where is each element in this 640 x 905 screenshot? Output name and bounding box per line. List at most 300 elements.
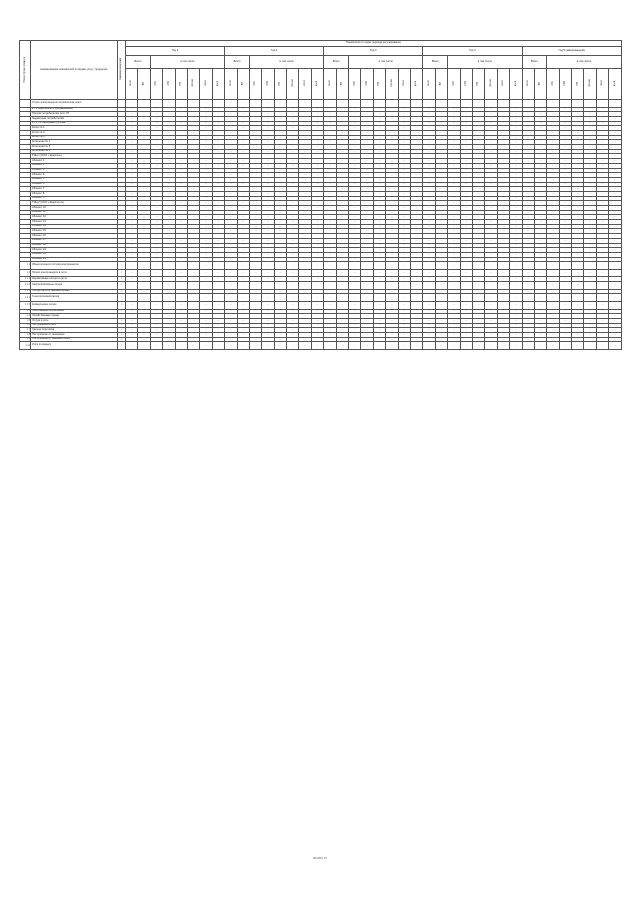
data-cell[interactable]: — (187, 173, 199, 178)
data-cell[interactable]: — (373, 229, 385, 234)
data-cell[interactable]: — (249, 289, 261, 294)
data-cell[interactable]: — (212, 289, 224, 294)
data-cell[interactable]: — (423, 206, 435, 211)
data-cell[interactable]: — (287, 314, 299, 319)
data-cell[interactable]: — (448, 140, 460, 145)
data-cell[interactable]: — (262, 112, 274, 117)
data-cell[interactable]: — (522, 224, 534, 229)
data-cell[interactable]: — (274, 168, 286, 173)
data-cell[interactable]: — (262, 126, 274, 131)
data-cell[interactable]: — (609, 277, 622, 282)
data-cell[interactable]: — (609, 196, 622, 201)
data-cell[interactable]: — (126, 206, 138, 211)
data-cell[interactable]: — (472, 145, 484, 150)
data-cell[interactable]: — (126, 112, 138, 117)
data-cell[interactable]: — (262, 145, 274, 150)
data-cell[interactable]: — (572, 135, 584, 140)
data-cell[interactable]: — (423, 140, 435, 145)
data-cell[interactable]: — (435, 100, 447, 108)
data-cell[interactable]: — (311, 238, 323, 243)
data-cell[interactable]: — (249, 187, 261, 192)
data-cell[interactable]: — (187, 229, 199, 234)
data-cell[interactable]: — (225, 269, 237, 277)
data-cell[interactable]: — (510, 342, 522, 350)
data-cell[interactable]: — (373, 328, 385, 333)
data-cell[interactable]: — (547, 328, 559, 333)
data-cell[interactable]: — (262, 201, 274, 206)
data-cell[interactable]: — (596, 149, 608, 154)
data-cell[interactable]: — (299, 262, 311, 270)
data-cell[interactable]: — (200, 309, 212, 314)
data-cell[interactable]: — (596, 294, 608, 302)
data-cell[interactable]: — (423, 243, 435, 248)
data-cell[interactable]: — (596, 252, 608, 257)
data-cell[interactable]: — (138, 140, 150, 145)
data-cell[interactable]: — (423, 100, 435, 108)
data-cell[interactable]: — (336, 100, 348, 108)
data-cell[interactable]: — (187, 135, 199, 140)
data-cell[interactable]: — (336, 201, 348, 206)
data-cell[interactable]: — (522, 163, 534, 168)
data-cell[interactable]: — (472, 121, 484, 126)
data-cell[interactable]: — (534, 262, 546, 270)
data-cell[interactable]: — (485, 234, 497, 239)
data-cell[interactable]: — (336, 196, 348, 201)
data-cell[interactable]: — (336, 206, 348, 211)
data-cell[interactable]: — (448, 126, 460, 131)
data-cell[interactable]: — (410, 262, 422, 270)
data-cell[interactable]: — (410, 100, 422, 108)
data-cell[interactable]: — (336, 154, 348, 159)
data-cell[interactable]: — (410, 163, 422, 168)
data-cell[interactable]: — (311, 149, 323, 154)
data-cell[interactable]: — (572, 309, 584, 314)
data-cell[interactable]: — (336, 323, 348, 328)
data-cell[interactable]: — (485, 112, 497, 117)
data-cell[interactable]: — (361, 220, 373, 225)
data-cell[interactable]: — (361, 121, 373, 126)
data-cell[interactable]: — (175, 262, 187, 270)
data-cell[interactable]: — (225, 177, 237, 182)
data-cell[interactable]: — (559, 262, 571, 270)
data-cell[interactable]: — (349, 168, 361, 173)
data-cell[interactable]: — (448, 100, 460, 108)
data-cell[interactable]: — (547, 145, 559, 150)
data-cell[interactable]: — (249, 191, 261, 196)
data-cell[interactable]: — (386, 116, 398, 121)
data-cell[interactable]: — (249, 173, 261, 178)
data-cell[interactable]: — (200, 191, 212, 196)
data-cell[interactable]: — (126, 248, 138, 253)
data-cell[interactable]: — (510, 126, 522, 131)
data-cell[interactable]: — (336, 342, 348, 350)
data-cell[interactable]: — (225, 131, 237, 136)
data-cell[interactable]: — (175, 269, 187, 277)
data-cell[interactable]: — (274, 140, 286, 145)
data-cell[interactable]: — (510, 107, 522, 112)
data-cell[interactable]: — (287, 187, 299, 192)
data-cell[interactable]: — (287, 107, 299, 112)
data-cell[interactable]: — (187, 269, 199, 277)
data-cell[interactable]: — (584, 100, 596, 108)
data-cell[interactable]: — (485, 173, 497, 178)
data-cell[interactable]: — (522, 282, 534, 290)
data-cell[interactable]: — (534, 224, 546, 229)
data-cell[interactable]: — (596, 131, 608, 136)
data-cell[interactable]: — (373, 182, 385, 187)
data-cell[interactable]: — (398, 294, 410, 302)
data-cell[interactable]: — (237, 294, 249, 302)
data-cell[interactable]: — (175, 168, 187, 173)
data-cell[interactable]: — (472, 302, 484, 310)
data-cell[interactable]: — (472, 112, 484, 117)
data-cell[interactable]: — (497, 135, 509, 140)
data-cell[interactable]: — (609, 168, 622, 173)
data-cell[interactable]: — (126, 191, 138, 196)
data-cell[interactable]: — (200, 248, 212, 253)
data-cell[interactable]: — (324, 163, 336, 168)
data-cell[interactable]: — (126, 177, 138, 182)
data-cell[interactable]: — (237, 159, 249, 164)
data-cell[interactable]: — (249, 112, 261, 117)
data-cell[interactable]: — (349, 229, 361, 234)
data-cell[interactable]: — (349, 248, 361, 253)
data-cell[interactable]: — (249, 121, 261, 126)
data-cell[interactable]: — (485, 206, 497, 211)
data-cell[interactable]: — (559, 107, 571, 112)
data-cell[interactable]: — (472, 196, 484, 201)
data-cell[interactable]: — (460, 112, 472, 117)
data-cell[interactable]: — (423, 107, 435, 112)
data-cell[interactable]: — (237, 168, 249, 173)
data-cell[interactable]: — (200, 135, 212, 140)
data-cell[interactable]: — (386, 187, 398, 192)
data-cell[interactable]: — (472, 163, 484, 168)
data-cell[interactable]: — (150, 319, 162, 324)
data-cell[interactable]: — (398, 149, 410, 154)
data-cell[interactable]: — (460, 145, 472, 150)
data-cell[interactable]: — (138, 342, 150, 350)
data-cell[interactable]: — (361, 294, 373, 302)
data-cell[interactable]: — (274, 238, 286, 243)
data-cell[interactable]: — (163, 309, 175, 314)
data-cell[interactable]: — (373, 333, 385, 338)
data-cell[interactable]: — (373, 121, 385, 126)
data-cell[interactable]: — (225, 154, 237, 159)
data-cell[interactable]: — (163, 229, 175, 234)
data-cell[interactable]: — (584, 196, 596, 201)
data-cell[interactable]: — (361, 238, 373, 243)
data-cell[interactable]: — (274, 319, 286, 324)
data-cell[interactable]: — (163, 294, 175, 302)
data-cell[interactable]: — (584, 215, 596, 220)
data-cell[interactable]: — (534, 277, 546, 282)
data-cell[interactable]: — (361, 323, 373, 328)
data-cell[interactable]: — (398, 224, 410, 229)
data-cell[interactable]: — (187, 220, 199, 225)
data-cell[interactable]: — (386, 149, 398, 154)
data-cell[interactable]: — (584, 342, 596, 350)
data-cell[interactable]: — (200, 100, 212, 108)
data-cell[interactable]: — (497, 333, 509, 338)
data-cell[interactable]: — (534, 201, 546, 206)
data-cell[interactable]: — (386, 112, 398, 117)
data-cell[interactable]: — (534, 135, 546, 140)
data-cell[interactable]: — (398, 248, 410, 253)
data-cell[interactable]: — (126, 323, 138, 328)
data-cell[interactable]: — (212, 269, 224, 277)
data-cell[interactable]: — (534, 269, 546, 277)
data-cell[interactable]: — (175, 135, 187, 140)
data-cell[interactable]: — (187, 238, 199, 243)
data-cell[interactable]: — (361, 135, 373, 140)
data-cell[interactable]: — (423, 196, 435, 201)
data-cell[interactable]: — (212, 302, 224, 310)
data-cell[interactable]: — (460, 131, 472, 136)
data-cell[interactable]: — (534, 309, 546, 314)
data-cell[interactable]: — (435, 182, 447, 187)
data-cell[interactable]: — (485, 149, 497, 154)
data-cell[interactable]: — (584, 234, 596, 239)
data-cell[interactable]: — (472, 107, 484, 112)
data-cell[interactable]: — (510, 168, 522, 173)
data-cell[interactable]: — (386, 323, 398, 328)
data-cell[interactable]: — (200, 187, 212, 192)
data-cell[interactable]: — (510, 215, 522, 220)
data-cell[interactable]: — (262, 333, 274, 338)
data-cell[interactable]: — (336, 337, 348, 342)
data-cell[interactable]: — (200, 302, 212, 310)
data-cell[interactable]: — (510, 112, 522, 117)
data-cell[interactable]: — (559, 314, 571, 319)
data-cell[interactable]: — (547, 112, 559, 117)
data-cell[interactable]: — (510, 277, 522, 282)
data-cell[interactable]: — (324, 173, 336, 178)
data-cell[interactable]: — (336, 269, 348, 277)
data-cell[interactable]: — (287, 116, 299, 121)
data-cell[interactable]: — (559, 220, 571, 225)
data-cell[interactable]: — (584, 302, 596, 310)
data-cell[interactable]: — (423, 289, 435, 294)
data-cell[interactable]: — (398, 191, 410, 196)
data-cell[interactable]: — (448, 248, 460, 253)
data-cell[interactable]: — (200, 140, 212, 145)
data-cell[interactable]: — (324, 135, 336, 140)
data-cell[interactable]: — (361, 100, 373, 108)
data-cell[interactable]: — (138, 215, 150, 220)
data-cell[interactable]: — (175, 294, 187, 302)
data-cell[interactable]: — (361, 252, 373, 257)
data-cell[interactable]: — (398, 112, 410, 117)
data-cell[interactable]: — (547, 191, 559, 196)
data-cell[interactable]: — (237, 282, 249, 290)
data-cell[interactable]: — (150, 168, 162, 173)
data-cell[interactable]: — (175, 319, 187, 324)
data-cell[interactable]: — (559, 201, 571, 206)
data-cell[interactable]: — (299, 149, 311, 154)
data-cell[interactable]: — (187, 234, 199, 239)
data-cell[interactable]: — (361, 248, 373, 253)
data-cell[interactable]: — (485, 224, 497, 229)
data-cell[interactable]: — (287, 234, 299, 239)
data-cell[interactable]: — (435, 215, 447, 220)
data-cell[interactable]: — (435, 277, 447, 282)
data-cell[interactable]: — (150, 309, 162, 314)
data-cell[interactable]: — (510, 182, 522, 187)
data-cell[interactable]: — (398, 328, 410, 333)
data-cell[interactable]: — (472, 177, 484, 182)
data-cell[interactable]: — (126, 238, 138, 243)
data-cell[interactable]: — (311, 131, 323, 136)
data-cell[interactable]: — (423, 333, 435, 338)
data-cell[interactable]: — (287, 121, 299, 126)
data-cell[interactable]: — (472, 309, 484, 314)
data-cell[interactable]: — (460, 107, 472, 112)
data-cell[interactable]: — (373, 337, 385, 342)
data-cell[interactable]: — (373, 323, 385, 328)
data-cell[interactable]: — (559, 243, 571, 248)
data-cell[interactable]: — (299, 100, 311, 108)
data-cell[interactable]: — (485, 154, 497, 159)
data-cell[interactable]: — (187, 121, 199, 126)
data-cell[interactable]: — (349, 269, 361, 277)
data-cell[interactable]: — (150, 135, 162, 140)
data-cell[interactable]: — (534, 337, 546, 342)
data-cell[interactable]: — (299, 131, 311, 136)
data-cell[interactable]: — (547, 319, 559, 324)
data-cell[interactable]: — (237, 177, 249, 182)
data-cell[interactable]: — (386, 135, 398, 140)
data-cell[interactable]: — (249, 140, 261, 145)
data-cell[interactable]: — (237, 121, 249, 126)
data-cell[interactable]: — (237, 277, 249, 282)
data-cell[interactable]: — (249, 229, 261, 234)
data-cell[interactable]: — (472, 116, 484, 121)
data-cell[interactable]: — (460, 238, 472, 243)
data-cell[interactable]: — (150, 107, 162, 112)
data-cell[interactable]: — (163, 215, 175, 220)
data-cell[interactable]: — (175, 277, 187, 282)
data-cell[interactable]: — (249, 224, 261, 229)
data-cell[interactable]: — (534, 112, 546, 117)
data-cell[interactable]: — (485, 277, 497, 282)
data-cell[interactable]: — (522, 145, 534, 150)
data-cell[interactable]: — (175, 333, 187, 338)
data-cell[interactable]: — (361, 215, 373, 220)
data-cell[interactable]: — (410, 140, 422, 145)
data-cell[interactable]: — (287, 177, 299, 182)
data-cell[interactable]: — (324, 126, 336, 131)
data-cell[interactable]: — (163, 131, 175, 136)
data-cell[interactable]: — (138, 145, 150, 150)
data-cell[interactable]: — (324, 140, 336, 145)
data-cell[interactable]: — (448, 168, 460, 173)
data-cell[interactable]: — (386, 342, 398, 350)
data-cell[interactable]: — (386, 269, 398, 277)
data-cell[interactable]: — (200, 210, 212, 215)
data-cell[interactable]: — (187, 282, 199, 290)
data-cell[interactable]: — (584, 238, 596, 243)
data-cell[interactable]: — (249, 234, 261, 239)
data-cell[interactable]: — (163, 140, 175, 145)
data-cell[interactable]: — (311, 140, 323, 145)
data-cell[interactable]: — (435, 238, 447, 243)
data-cell[interactable]: — (497, 319, 509, 324)
data-cell[interactable]: — (274, 121, 286, 126)
data-cell[interactable]: — (175, 149, 187, 154)
data-cell[interactable]: — (299, 309, 311, 314)
data-cell[interactable]: — (423, 159, 435, 164)
data-cell[interactable]: — (572, 201, 584, 206)
data-cell[interactable]: — (138, 238, 150, 243)
data-cell[interactable]: — (522, 182, 534, 187)
data-cell[interactable]: — (472, 131, 484, 136)
data-cell[interactable]: — (460, 248, 472, 253)
data-cell[interactable]: — (237, 229, 249, 234)
data-cell[interactable]: — (373, 107, 385, 112)
data-cell[interactable]: — (175, 252, 187, 257)
data-cell[interactable]: — (324, 342, 336, 350)
data-cell[interactable]: — (249, 252, 261, 257)
data-cell[interactable]: — (200, 131, 212, 136)
data-cell[interactable]: — (163, 191, 175, 196)
data-cell[interactable]: — (274, 309, 286, 314)
data-cell[interactable]: — (472, 191, 484, 196)
data-cell[interactable]: — (596, 282, 608, 290)
data-cell[interactable]: — (547, 302, 559, 310)
data-cell[interactable]: — (547, 116, 559, 121)
data-cell[interactable]: — (225, 196, 237, 201)
data-cell[interactable]: — (609, 243, 622, 248)
data-cell[interactable]: — (472, 337, 484, 342)
data-cell[interactable]: — (435, 196, 447, 201)
data-cell[interactable]: — (249, 107, 261, 112)
data-cell[interactable]: — (584, 131, 596, 136)
data-cell[interactable]: — (299, 257, 311, 262)
data-cell[interactable]: — (249, 135, 261, 140)
data-cell[interactable]: — (485, 319, 497, 324)
data-cell[interactable]: — (448, 220, 460, 225)
data-cell[interactable]: — (187, 177, 199, 182)
data-cell[interactable]: — (138, 248, 150, 253)
data-cell[interactable]: — (324, 107, 336, 112)
data-cell[interactable]: — (175, 107, 187, 112)
data-cell[interactable]: — (249, 220, 261, 225)
data-cell[interactable]: — (311, 191, 323, 196)
data-cell[interactable]: — (497, 323, 509, 328)
data-cell[interactable]: — (522, 210, 534, 215)
data-cell[interactable]: — (448, 154, 460, 159)
data-cell[interactable]: — (410, 210, 422, 215)
data-cell[interactable]: — (472, 201, 484, 206)
data-cell[interactable]: — (163, 248, 175, 253)
data-cell[interactable]: — (274, 328, 286, 333)
data-cell[interactable]: — (138, 243, 150, 248)
data-cell[interactable]: — (150, 262, 162, 270)
data-cell[interactable]: — (274, 215, 286, 220)
data-cell[interactable]: — (200, 116, 212, 121)
data-cell[interactable]: — (497, 234, 509, 239)
data-cell[interactable]: — (200, 262, 212, 270)
data-cell[interactable]: — (311, 337, 323, 342)
data-cell[interactable]: — (485, 121, 497, 126)
data-cell[interactable]: — (349, 220, 361, 225)
data-cell[interactable]: — (163, 262, 175, 270)
data-cell[interactable]: — (274, 252, 286, 257)
data-cell[interactable]: — (175, 257, 187, 262)
data-cell[interactable]: — (448, 309, 460, 314)
data-cell[interactable]: — (435, 149, 447, 154)
